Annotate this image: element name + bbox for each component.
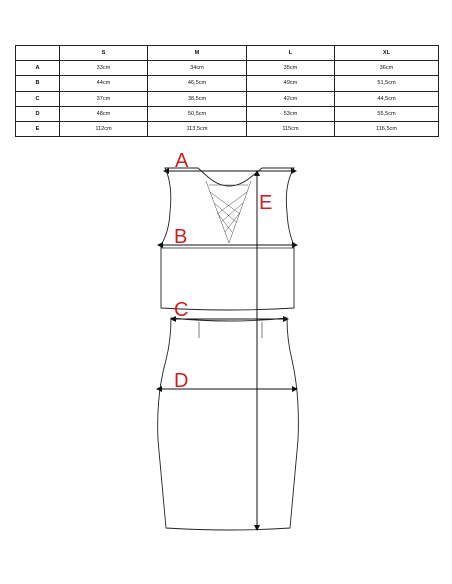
measure-b-label: B [174,226,188,248]
measure-a-label: A [175,150,189,172]
table-cell: 49cm [247,76,335,91]
table-cell: 48cm [60,106,148,121]
table-cell: 38,5cm [148,91,247,106]
row-label: E [16,121,60,136]
table-cell: 42cm [247,91,335,106]
measure-d-label: D [174,370,189,392]
table-cell: 44,5cm [335,91,439,106]
table-cell: 115cm [247,121,335,136]
table-cell: 116,5cm [335,121,439,136]
measure-e-label: E [259,192,273,214]
size-header-l: L [247,46,335,61]
row-label: B [16,76,60,91]
table-cell: 36cm [335,61,439,76]
table-cell: 33cm [60,61,148,76]
size-header-s: S [60,46,148,61]
table-cell: 34cm [148,61,247,76]
size-header-xl: XL [335,46,439,61]
table-cell: 53cm [247,106,335,121]
row-label: D [16,106,60,121]
table-cell: 44cm [60,76,148,91]
measurement-lines [157,171,297,530]
row-label: A [16,61,60,76]
table-cell: 112cm [60,121,148,136]
table-cell: 50,5cm [148,106,247,121]
mesh-neckline-insert [206,181,251,243]
table-cell: 51,5cm [335,76,439,91]
table-cell: 55,5cm [335,106,439,121]
table-cell: 37cm [60,91,148,106]
dress-skirt-outline [158,318,299,530]
row-label: C [16,91,60,106]
table-cell: 46,5cm [148,76,247,91]
measure-c-label: C [174,299,189,321]
table-cell: 35cm [247,61,335,76]
size-header-m: M [148,46,247,61]
table-cell: 113,5cm [148,121,247,136]
